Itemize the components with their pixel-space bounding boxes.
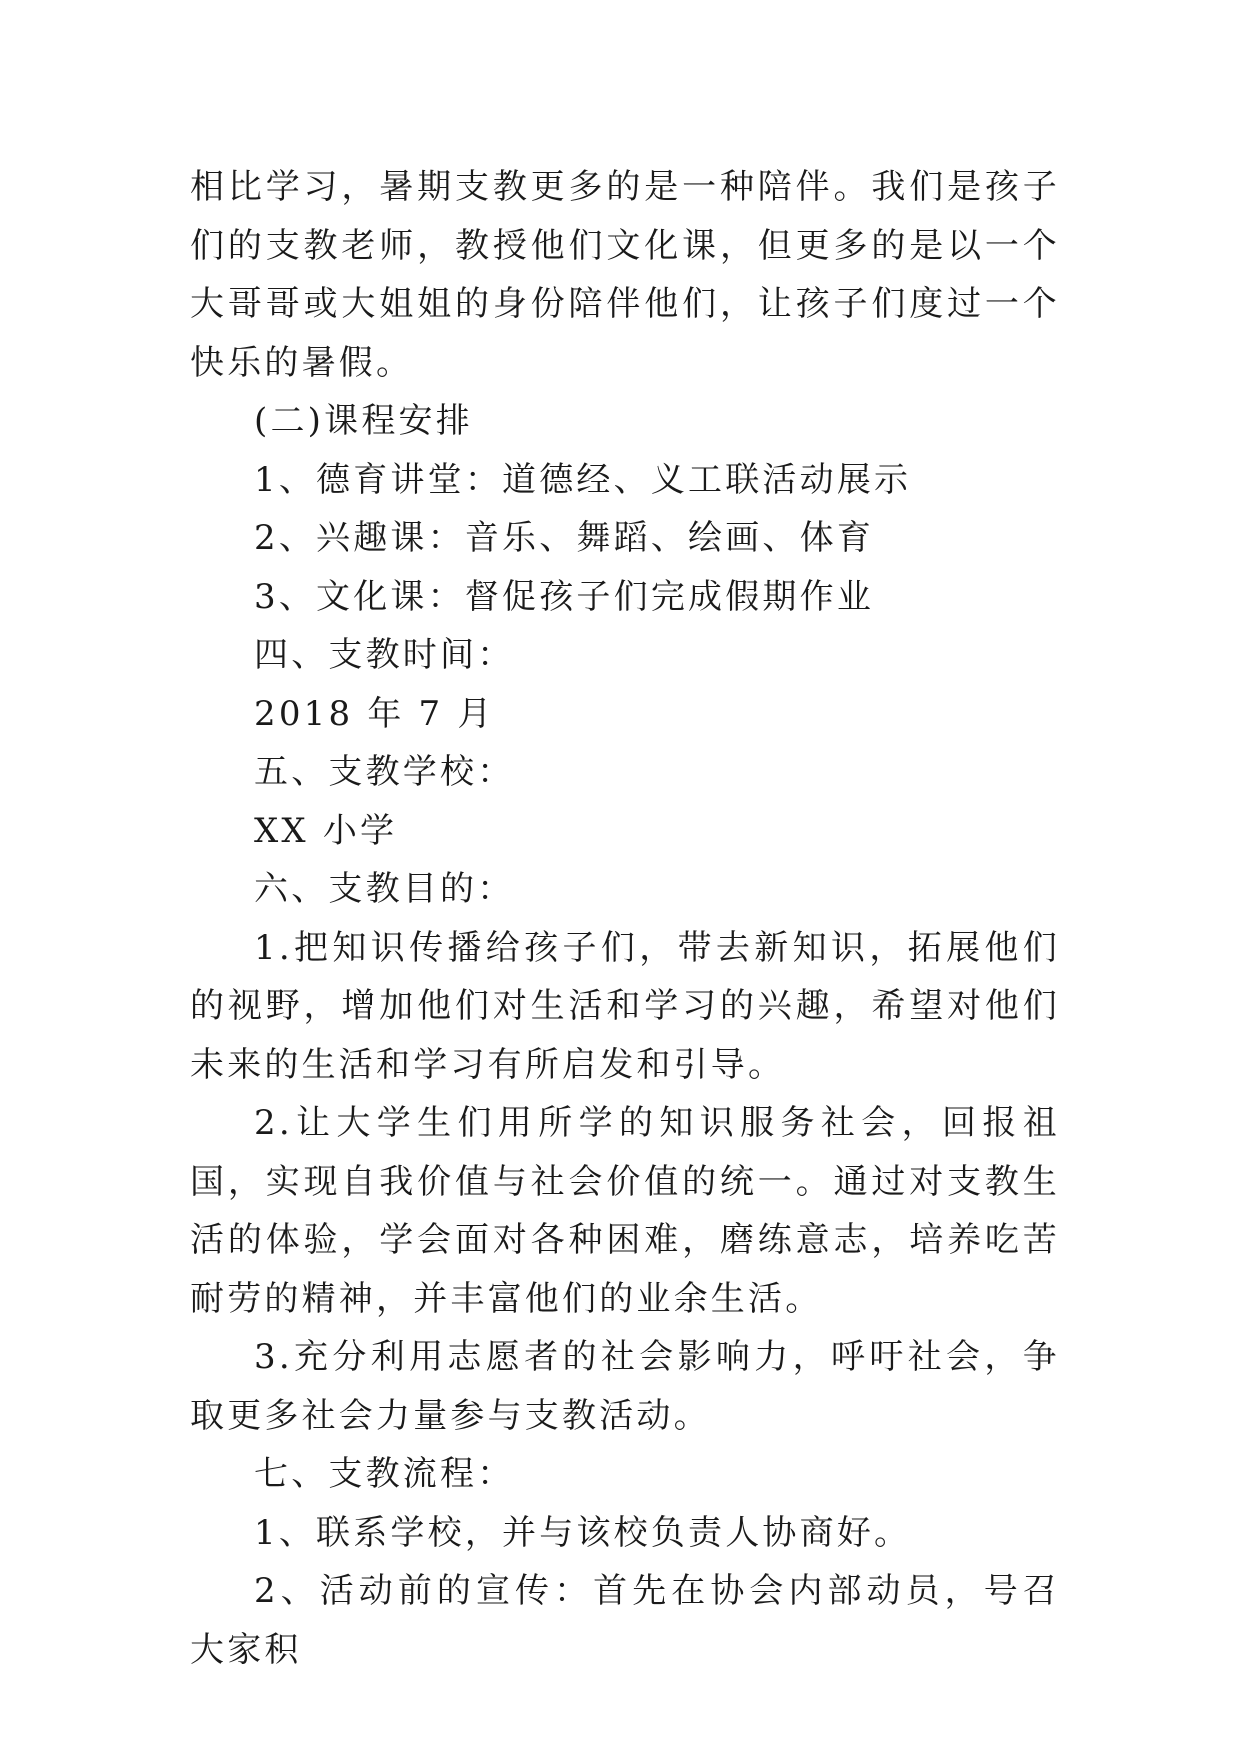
- list-item-interest-class: 2、兴趣课：音乐、舞蹈、绘画、体育: [254, 518, 875, 558]
- section-heading-teaching-process: 七、支教流程：: [254, 1454, 515, 1494]
- paragraph-intro: 相比学习，暑期支教更多的是一种陪伴。我们是孩子们的支教老师，教授他们文化课，但更多的是以一个大哥哥或大姐姐的身份陪伴他们，让孩子们度过一个快乐的暑假。: [190, 167, 1060, 383]
- list-item-culture-class: 3、文化课：督促孩子们完成假期作业: [254, 576, 875, 617]
- process-item-1: 1、联系学校，并与该校负责人协商好。: [254, 1512, 912, 1553]
- section-heading-teaching-school: 五、支教学校：: [254, 752, 515, 792]
- purpose-item-1: 1.把知识传播给孩子们，带去新知识，拓展他们的视野，增加他们对生活和学习的兴趣，希望对他们未来的生活和学习有所启发和引导。: [190, 927, 1060, 1085]
- teaching-time-value: 2018 年 7 月: [254, 693, 495, 734]
- list-item-moral-lecture: 1、德育讲堂：道德经、义工联活动展示: [254, 459, 912, 500]
- teaching-school-value: XX 小学: [254, 810, 398, 851]
- section-heading-teaching-purpose: 六、支教目的：: [254, 869, 515, 909]
- purpose-item-2: 2.让大学生们用所学的知识服务社会，回报祖国，实现自我价值与社会价值的统一。通过对支教生活的体验，学会面对各种困难，磨练意志，培养吃苦耐劳的精神，并丰富他们的业余生活。: [190, 1103, 1060, 1319]
- process-item-2: 2、活动前的宣传：首先在协会内部动员，号召大家积: [190, 1571, 1060, 1670]
- section-heading-teaching-time: 四、支教时间：: [254, 635, 515, 675]
- purpose-item-3: 3.充分利用志愿者的社会影响力，呼吁社会，争取更多社会力量参与支教活动。: [190, 1337, 1060, 1436]
- document-body: [190, 158, 1060, 1679]
- section-heading-course-arrangement: (二)课程安排: [254, 401, 473, 441]
